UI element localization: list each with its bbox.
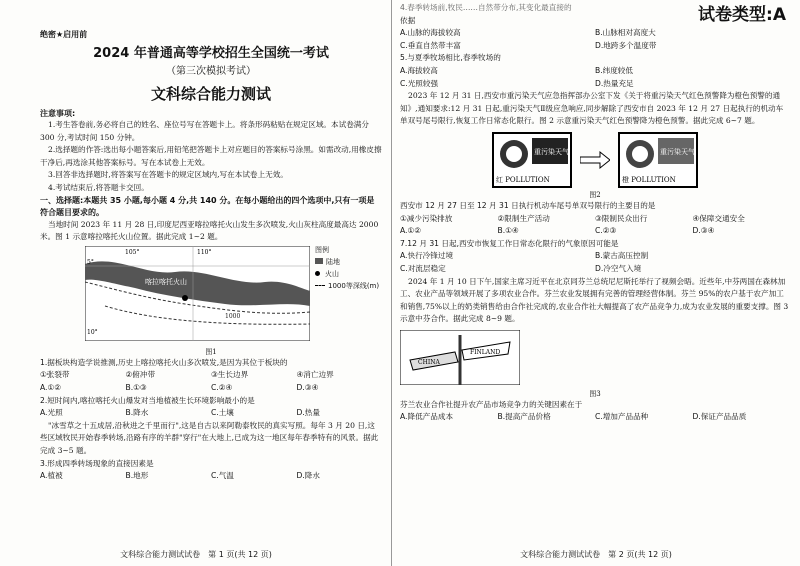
question-5-options: A.海拔较高 B.纬度较低 C.光照较强 D.热量充足 [400, 65, 634, 88]
orange-warning-label: 重污染天气 [660, 147, 695, 156]
question-4-options: A.山脉的海拔较高 B.山脉相对高度大 C.垂直自然带丰富 D.地跨多个温度带 [400, 28, 657, 50]
figure-1-caption: 图1 [205, 347, 217, 356]
secret-mark: 绝密★启用前 [40, 30, 88, 39]
contour-label: 1000 [225, 312, 241, 320]
question-3: 3.形成四季转场现象的直接因素是 [40, 458, 154, 468]
left-page [0, 0, 392, 566]
figure-3-signpost [400, 330, 520, 385]
question-8-options: A.降低产品成本 B.提高产品价格 C.增加产品品种 D.保证产品品质 [400, 412, 747, 422]
question-7: 7.12 月 31 日起,西安市恢复工作日常态化限行的气象原因可能是 [400, 238, 619, 248]
question-2-options: A.光照 B.降水 C.土壤 D.热量 [40, 408, 320, 418]
figure-3-caption: 图3 [589, 389, 601, 398]
exam-subtitle: （第三次模拟考试） [166, 66, 256, 77]
question-4-suffix: 依据 [400, 15, 416, 25]
question-3-options: A.植被 B.地形 C.气温 D.降水 [40, 471, 320, 481]
note-3: 3.回答非选择题时,将答案写在答题卡的规定区域内,写在本试卷上无效。 [48, 170, 288, 180]
note-2: 2.选择题的作答:选出每小题答案后,用铅笔把答题卡上对应题目的答案标号涂黑。如需改动,用橡皮擦干净后,再选涂其他答案标号。写在本试卷上无效。 [40, 145, 382, 167]
question-6: 西安市 12 月 27 日至 12 月 31 日执行机动车尾号单双号限行的主要目的是 [400, 200, 656, 210]
exam-title: 2024 年普通高等学校招生全国统一考试 [93, 46, 329, 61]
question-1: 1.据板块构造学说推测,历史上喀拉喀托火山多次喷发,是因为其位于板块的 [40, 357, 288, 367]
intro-2: "冰雪草之十五成居,沿秋进之千里而行",这是自古以来阿勒泰牧民的真实写照。每年 3 月 20 日,这些区域牧民开始春季转场,沿路有序的羊群"穿行"在大地上,已成为这一地区每年春季特有的风景。据此完成 3~5 题。 [40, 420, 379, 455]
intro-4: 2024 年 1 月 10 日下午,国家主席习近平在北京同芬兰总统尼尼斯托举行了视频会晤。近些年,中芬两国在森林加工、农业产品等领域开展了多项农业合作。芬兰农业发展拥有完善的管理经营体制。芬兰 95%的农户基于农产加工和销售,75%以上的奶类销售给由合作社完成的,农业合作社大幅提高了农产品竞争力,成为农业发展的重要支撑。图 3 示意中芬合作。据此完成 8~9 题。 [400, 276, 789, 324]
map-legend [315, 244, 379, 292]
figure-2 [400, 132, 790, 188]
question-8: 芬兰农业合作社提升农产品市场竞争力的关键因素在于 [400, 399, 583, 409]
legend-title: 图例 [315, 245, 329, 254]
lat-10-label: 10° [87, 328, 98, 336]
section-1-title: 一、选择题:本题共 35 小题,每小题 4 分,共 140 分。在每小题给出的四个选项中,只有一项是符合题目要求的。 [40, 195, 375, 217]
note-4: 4.考试结束后,将答题卡交回。 [48, 182, 149, 192]
intro-1: 当地时间 2023 年 11 月 28 日,印度尼西亚喀拉喀托火山发生多次喷发,火山灰柱高度最高达 2000 米。图 1 示意喀拉喀托火山位置。据此完成 1~2 题。 [40, 219, 379, 242]
lat-5-label: 5° [87, 258, 94, 266]
volcano-label: 喀拉喀托火山 [145, 277, 187, 286]
orange-warning-icon [618, 132, 698, 188]
question-4: 4.春季转场前,牧民……自然带分布,其变化最直接的 [400, 3, 572, 12]
notes-title: 注意事项: [40, 109, 76, 118]
page-1-footer: 文科综合能力测试试卷 第 1 页(共 12 页) [120, 550, 272, 559]
exam-type: 试卷类型:A [698, 5, 786, 25]
right-page [392, 0, 800, 566]
sign-china: CHINA [418, 358, 440, 366]
orange-warning-text: 橙 POLLUTION [622, 175, 676, 184]
lon-105-label: 105° [125, 248, 140, 256]
sign-finland: FINLAND [470, 348, 501, 356]
arrow-right-icon [580, 150, 610, 170]
paper-title: 文科综合能力测试 [150, 85, 271, 103]
legend-volcano: 火山 [315, 268, 379, 280]
question-2: 2.短时间内,喀拉喀托火山爆发对当地植被生长环境影响最小的是 [40, 395, 255, 405]
figure-2-caption: 图2 [589, 190, 601, 199]
volcano-map [85, 246, 310, 341]
legend-land: 陆地 [315, 256, 379, 268]
question-5: 5.与夏季牧场相比,春季牧场的 [400, 53, 501, 63]
page-2-footer: 文科综合能力测试试卷 第 2 页(共 12 页) [520, 550, 672, 559]
question-1-options: A.①② B.①③ C.②④ D.③④ [40, 382, 319, 392]
red-warning-text: 红 POLLUTION [496, 175, 550, 184]
question-6-options: A.①② B.①④ C.②③ D.③④ [400, 226, 715, 236]
question-7-options: A.快行冷锋过境 B.蒙古高压控制 C.对流层稳定 D.冷空气入境 [400, 251, 649, 273]
red-warning-icon [492, 132, 572, 188]
lon-110-label: 110° [197, 248, 212, 256]
red-warning-label: 重污染天气 [534, 147, 569, 156]
legend-contour: 1000等深线(m) [315, 280, 379, 292]
note-1: 1.考生答卷前,务必将自己的姓名、座位号写在答题卡上。将条形码粘贴在规定区域。本试卷满分 300 分,考试时间 150 分钟。 [40, 120, 369, 142]
question-1-items: ①张裂带 ②俯冲带 ③生长边界 ④消亡边界 [40, 370, 334, 380]
intro-3: 2023 年 12 月 31 日,西安市重污染天气应急指挥部办公室下发《关于将重污染天气红色预警降为橙色预警的通知》,通知要求:12 月 31 日起,重污染天气Ⅱ级应急响应,同步解除了西安市自 2023 年 12 月 27 日起执行的机动车单双号尾号限行,恢复工作日常态化限行。图 2 示意重污染天气红色预警降为橙色预警。据此完成 6~7 题。 [400, 91, 784, 126]
question-6-items: ①减少污染排放 ②限制生产活动 ③限制民众出行 ④保障交通安全 [400, 213, 745, 223]
